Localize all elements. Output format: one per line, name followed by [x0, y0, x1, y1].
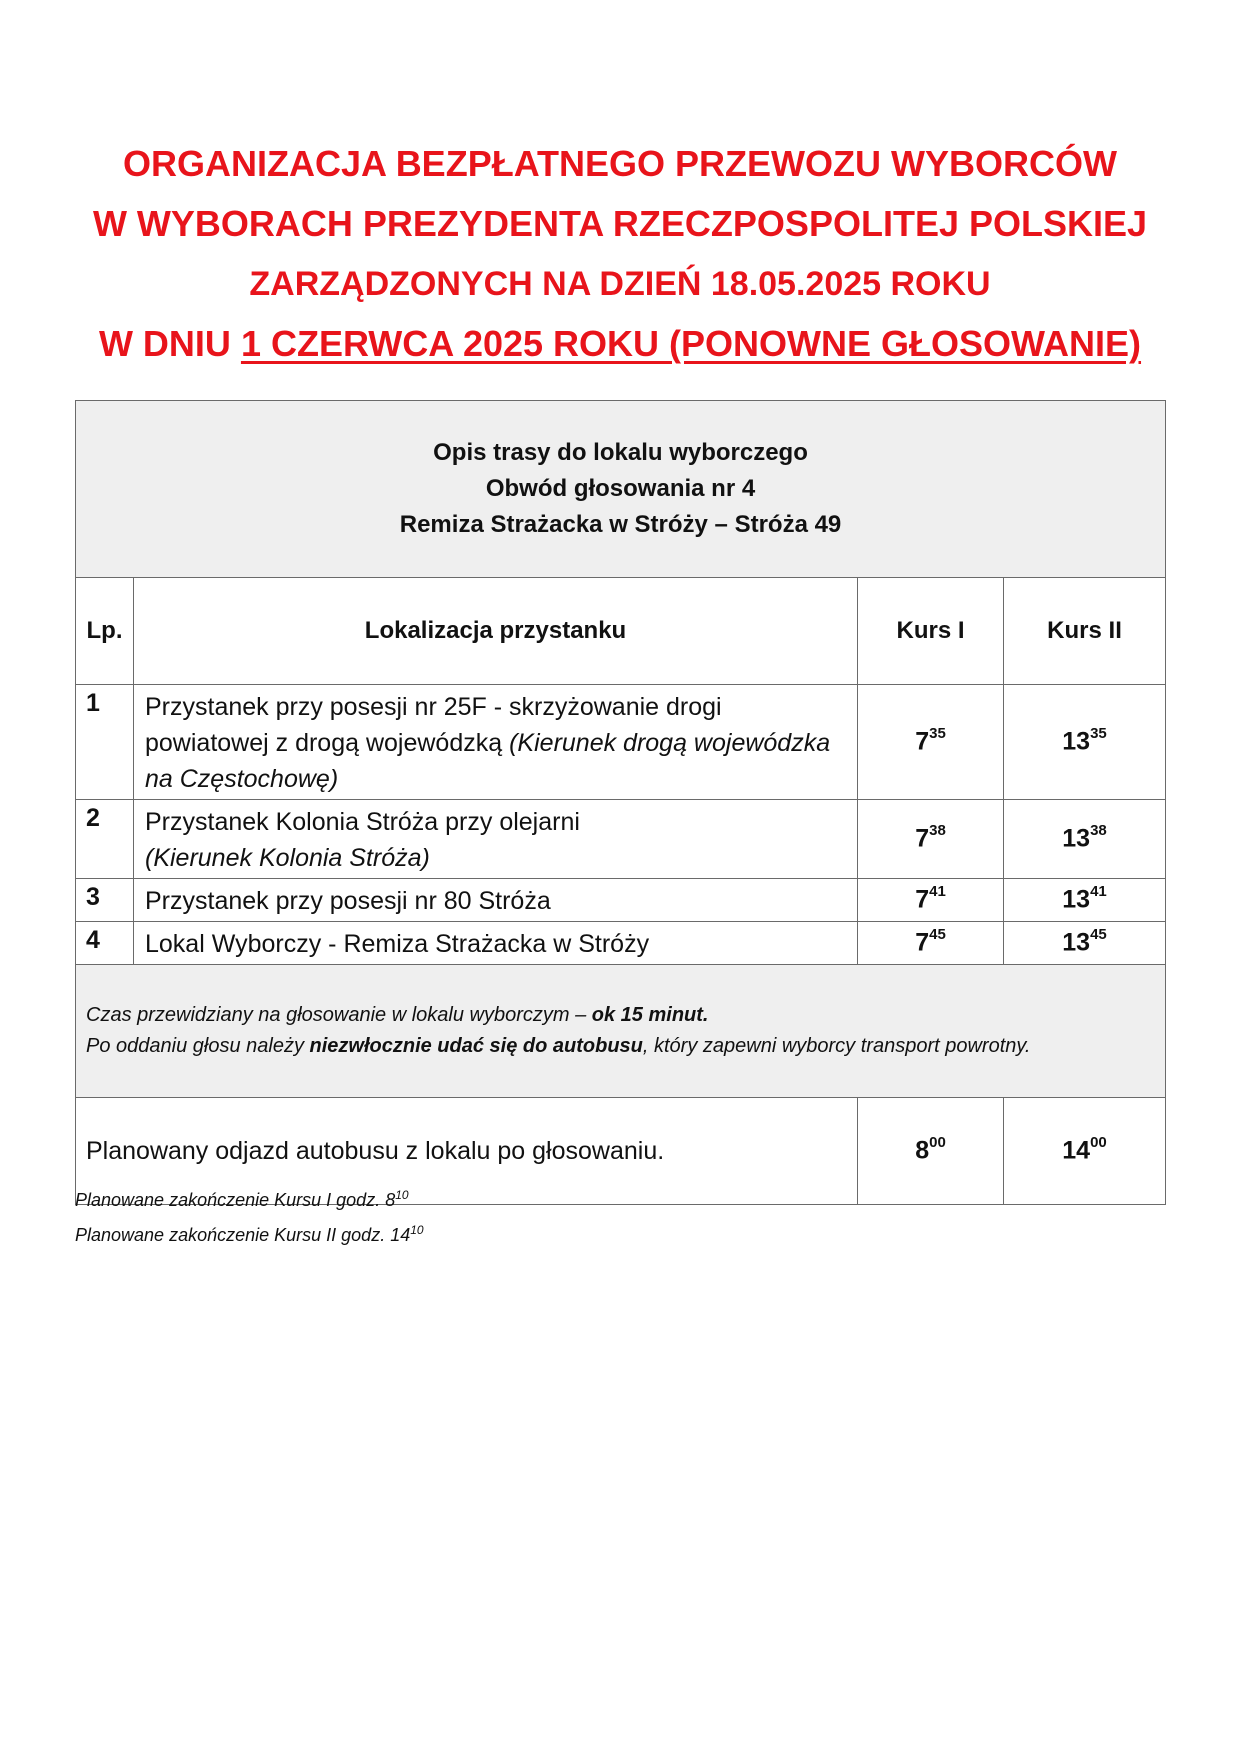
title-line-2: W WYBORACH PREZYDENTA RZECZPOSPOLITEJ POLSKIEJ: [92, 203, 1148, 244]
departure-kurs1-hour: 8: [915, 1136, 930, 1165]
polling-place-heading: Remiza Strażacka w Stróży – Stróża 49: [399, 511, 842, 538]
return-note-emphasis: niezwłocznie udać się do autobusu: [309, 1035, 643, 1057]
departure-kurs2-hour: 14: [1062, 1136, 1091, 1165]
kurs1-time: [858, 879, 1004, 922]
return-transport-note: [86, 1031, 1155, 1062]
column-header-row: [76, 578, 1166, 685]
kurs2-time: [1004, 685, 1166, 800]
stop-location: [134, 879, 858, 922]
stop-location: [134, 922, 858, 965]
route-description-heading: Opis trasy do lokalu wyborczego: [433, 439, 808, 466]
voting-time-note-text: Czas przewidziany na głosowanie w lokalu wyborczym –: [86, 1004, 592, 1026]
title-line-4-underlined: 1 CZERWCA 2025 ROKU (PONOWNE GŁOSOWANIE): [240, 323, 1142, 364]
footnote-kurs2-text: Planowane zakończenie Kursu II godz. 14: [75, 1225, 411, 1245]
table-row: [76, 800, 1166, 879]
kurs2-time: [1004, 879, 1166, 922]
voting-note-row: [76, 965, 1166, 1098]
kurs2-hour: 13: [1062, 885, 1091, 914]
footnote-kurs1-end: [75, 1180, 424, 1215]
title-line-4: [0, 314, 1240, 374]
stop-location: [134, 685, 858, 800]
kurs2-hour: 13: [1062, 928, 1091, 957]
stop-direction: (Kierunek drogą wojewódzka na Częstochowę): [145, 729, 831, 793]
route-header-row: [76, 401, 1166, 578]
kurs1-time: [858, 685, 1004, 800]
footnote-kurs1-minute: 10: [395, 1188, 409, 1202]
departure-kurs2-minute: 00: [1090, 1134, 1107, 1152]
kurs1-hour: 7: [915, 824, 930, 853]
stop-direction: (Kierunek Kolonia Stróża): [145, 844, 430, 872]
voting-time-note: [86, 1000, 1155, 1031]
stop-location-text: Przystanek przy posesji nr 80 Stróża: [145, 887, 551, 915]
departure-kurs1-minute: 00: [929, 1134, 946, 1152]
footnote-kurs1-text: Planowane zakończenie Kursu I godz. 8: [75, 1190, 396, 1210]
kurs2-minute: 41: [1090, 883, 1107, 901]
column-header-kurs1: Kurs I: [858, 578, 1004, 685]
kurs1-minute: 35: [929, 725, 946, 743]
row-number: 4: [76, 922, 134, 965]
title-line-1: ORGANIZACJA BEZPŁATNEGO PRZEWOZU WYBORCÓW: [123, 143, 1117, 184]
table-row: [76, 922, 1166, 965]
kurs2-minute: 35: [1090, 725, 1107, 743]
polling-district-heading: Obwód głosowania nr 4: [485, 475, 756, 502]
stop-location-text: Lokal Wyborczy - Remiza Strażacka w Stróży: [145, 930, 650, 958]
row-number: 3: [76, 879, 134, 922]
title-line-4-prefix: W DNIU: [98, 323, 241, 364]
departure-kurs1-time: [858, 1098, 1004, 1205]
stop-location: [134, 800, 858, 879]
column-header-kurs2: Kurs II: [1004, 578, 1166, 685]
return-note-text-c: , który zapewni wyborcy transport powrotny.: [642, 1035, 1031, 1057]
kurs2-time: [1004, 800, 1166, 879]
kurs1-time: [858, 922, 1004, 965]
kurs1-time: [858, 800, 1004, 879]
kurs2-hour: 13: [1062, 824, 1091, 853]
route-table: [75, 400, 1166, 1205]
column-header-location: Lokalizacja przystanku: [134, 578, 858, 685]
document-title: [0, 134, 1240, 374]
departure-kurs2-time: [1004, 1098, 1166, 1205]
kurs2-time: [1004, 922, 1166, 965]
departure-label: Planowany odjazd autobusu z lokalu po głosowaniu.: [76, 1098, 858, 1205]
kurs1-minute: 38: [929, 822, 946, 840]
stop-location-text: Przystanek Kolonia Stróża przy olejarni: [145, 808, 580, 836]
return-note-text-a: Po oddaniu głosu należy: [86, 1035, 310, 1057]
column-header-lp: Lp.: [76, 578, 134, 685]
voting-note-cell: [76, 965, 1166, 1098]
row-number: 2: [76, 800, 134, 879]
footnote-kurs2-end: [75, 1215, 424, 1250]
footnotes: [75, 1180, 424, 1250]
footnote-kurs2-minute: 10: [410, 1223, 424, 1237]
kurs1-hour: 7: [915, 885, 930, 914]
kurs1-minute: 45: [929, 926, 946, 944]
voting-time-emphasis: ok 15 minut.: [591, 1004, 709, 1026]
row-number: 1: [76, 685, 134, 800]
kurs1-hour: 7: [915, 928, 930, 957]
route-header-cell: [76, 401, 1166, 578]
kurs2-hour: 13: [1062, 727, 1091, 756]
stop-location-text: Przystanek przy posesji nr 25F - skrzyżowanie drogi powiatowej z drogą wojewódzką: [145, 693, 722, 757]
kurs2-minute: 38: [1090, 822, 1107, 840]
kurs1-hour: 7: [915, 727, 930, 756]
title-line-3: ZARZĄDZONYCH NA DZIEŃ 18.05.2025 ROKU: [249, 265, 991, 303]
kurs2-minute: 45: [1090, 926, 1107, 944]
table-row: [76, 685, 1166, 800]
table-row: [76, 879, 1166, 922]
kurs1-minute: 41: [929, 883, 946, 901]
